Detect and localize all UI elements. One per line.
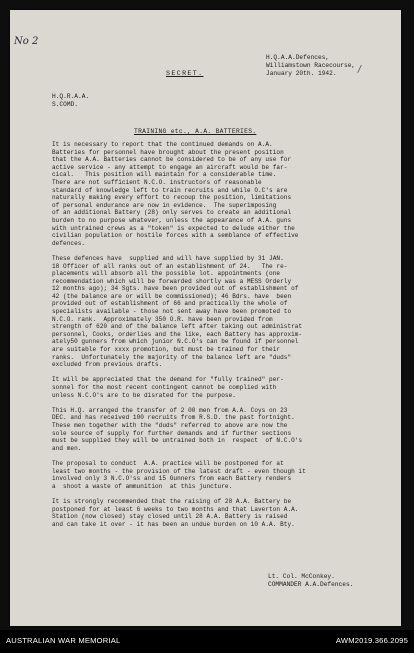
subject-heading: TRAINING etc., A.A. BATTERIES. (134, 128, 257, 135)
archive-footer (0, 630, 414, 653)
paragraph-5: The proposal to conduct A.A. practice will be postponed for at least two months - the provision of the latest draft - even though it involved only 3 N.C.O'ss and 15 Gunners from each Battery renders a shoot a waste of ammunition at this juncture. (52, 459, 306, 490)
handwritten-reference: No 2 (14, 36, 39, 47)
handwritten-mark: / (358, 65, 362, 75)
paragraph-2: These defences have supplied and will have supplied by 31 JAN. 18 Officer of all ranks out of an establishment of 24. The re- placements will absorb all the possible lot. appointments (one recommendation which will be forwarded shortly was a MESS Orderly 12 months ago); 34 Sgts. have been provided out of establishment of 42 (the balance are or will be commissioned); 46 Bdrs. have been provided out of establishment of 66 and practically the whole of specialists available - those not sent away have been promoted to N.C.O. rank. Approximately 350 O.R. have been provided from strength of 620 and of the balance left after taking out administrat personnel, Cooks, orderlies and the like, each Battery has approxim- ately50 gunners from which junior N.C.O's can be found if personnel are suitable for xxxx promotion, but must be trained for their ranks. Unfortunately the majority of the balance left are "duds" excluded from previous drafts. (52, 254, 303, 369)
addressee-block: H.Q.R.A.A. S.COMD. (52, 93, 90, 109)
letter-body (52, 141, 374, 536)
classification-label: SECRET. (166, 70, 204, 77)
document-page (10, 10, 401, 626)
archive-reference: AWM2019.366.2095 (335, 636, 408, 645)
paragraph-3: It will be appreciated that the demand for "fully trained" per- sonnel for the most recent contingent cannot be complied with unless N.C.O's are to be disrated for the purpose. (52, 376, 284, 399)
collection-name: AUSTRALIAN WAR MEMORIAL (6, 636, 121, 645)
paragraph-4: This H.Q. arranged the transfer of 2 00 men from A.A. Coys on 23 DEC. and has received 100 recruits from R.S.D. the past fortnight. These men together with the "duds" referred to above are now the sole source of supply for further demands and if further sections must be supplied they will be untrained both in respect of N.C.O's and men. (52, 406, 303, 452)
paragraph-6: It is strongly recommended that the raising of 28 A.A. Battery be postponed for at least 6 weeks to two months and that Laverton A.A. Station (now closed) stay closed until 28 A.A. Battery is raised and can take it over - it has been an undue burden on 10 A.A. Bty. (52, 497, 299, 528)
paragraph-1: It is necessary to report that the continued demands on A.A. Batteries for personnel have brought about the present position that the A.A. Batteries cannot be considered to be of any use for active service - any attempt to engage an aircraft would be far- cical. This position will maintain for a considerable time. There are not sufficient N.C.O. instructors of reasonable standard of knowledge left to train recruits and while O.C's are naturally making every effort to recoup the position, limitations of personal endurance are now in evidence. The superimposing of an additional Battery (28) only serves to create an additional burden to no purpose whatever, unless the appearance of A.A. guns with untrained crews as a "token" is expected to delude either the civilian population or hostile forces with a semblance of effective defences. (52, 141, 299, 247)
signature-block: Lt. Col. McConkey. COMMANDER A.A.Defences. (268, 573, 354, 589)
header-address: H.Q.A.A.Defences, Williamstown Racecourse, January 20th. 1942. (266, 54, 356, 78)
